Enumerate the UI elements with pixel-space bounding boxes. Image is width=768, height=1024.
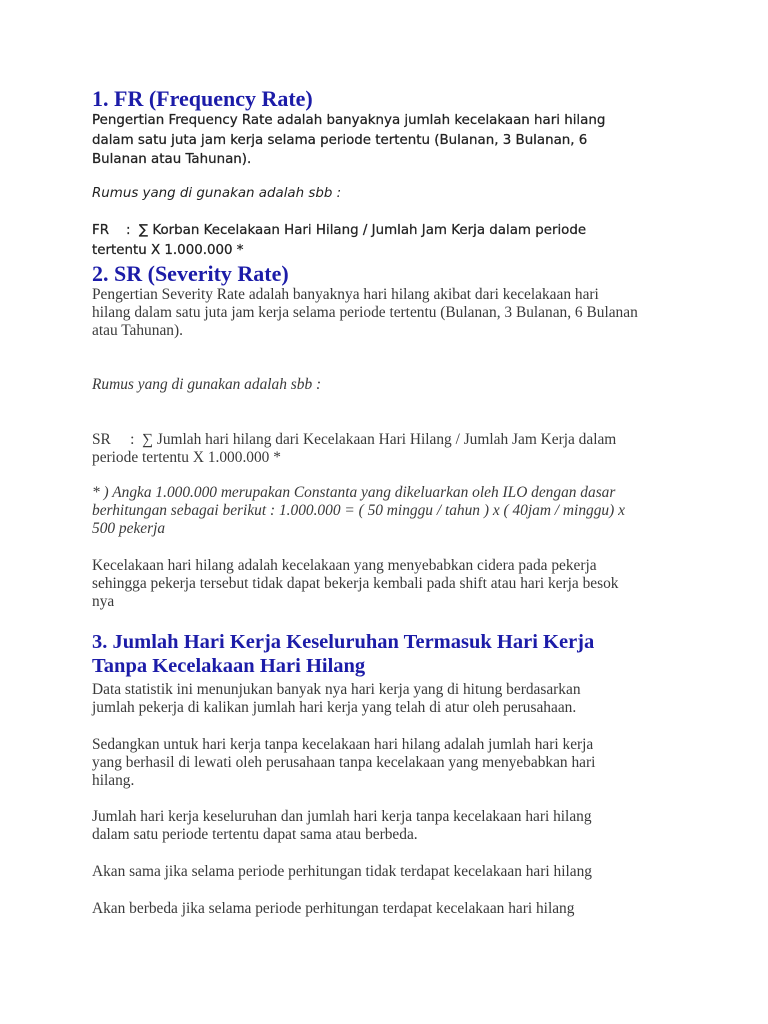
sr-definition: Pengertian Severity Rate adalah banyaknya hari hilang akibat dari kecelakaan hari hilang dalam satu juta jam kerja selama periode tertentu (Bulanan, 3 Bulanan, 6 Bulanan atau Tahunan). bbox=[92, 286, 638, 340]
fr-formula: FR : ∑ Korban Kecelakaan Hari Hilang / Jumlah Jam Kerja dalam periode tertentu X 1.000.000 * bbox=[92, 223, 587, 258]
ilo-constant-note: * ) Angka 1.000.000 merupakan Constanta yang dikeluarkan oleh ILO dengan dasar berhitungan sebagai berikut : 1.000.000 = ( 50 minggu / tahun ) x ( 40jam / minggu) x 500 pekerja bbox=[92, 484, 625, 538]
fr-formula-intro: Rumus yang di gunakan adalah sbb : bbox=[92, 186, 342, 201]
section-3-paragraph-2: Sedangkan untuk hari kerja tanpa kecelakaan hari hilang adalah jumlah hari kerja yang berhasil di lewati oleh perusahaan tanpa kecelakaan yang menyebabkan hari hilang. bbox=[92, 736, 596, 790]
section-3-paragraph-4: Akan sama jika selama periode perhitungan tidak terdapat kecelakaan hari hilang bbox=[92, 863, 592, 880]
section-3-heading: 3. Jumlah Hari Kerja Keseluruhan Termasuk Hari Kerja Tanpa Kecelakaan Hari Hilang bbox=[92, 631, 595, 677]
lost-day-definition: Kecelakaan hari hilang adalah kecelakaan yang menyebabkan cidera pada pekerja sehingga pekerja tersebut tidak dapat bekerja kembali pada shift atau hari kerja besok nya bbox=[92, 557, 619, 611]
sr-formula-intro: Rumus yang di gunakan adalah sbb : bbox=[92, 376, 322, 393]
section-1-heading: 1. FR (Frequency Rate) bbox=[92, 86, 313, 111]
section-3-paragraph-3: Jumlah hari kerja keseluruhan dan jumlah hari kerja tanpa kecelakaan hari hilang dalam satu periode tertentu dapat sama atau berbeda. bbox=[92, 808, 592, 844]
fr-definition: Pengertian Frequency Rate adalah banyaknya jumlah kecelakaan hari hilang dalam satu juta jam kerja selama periode tertentu (Bulanan, 3 Bulanan, 6 Bulanan atau Tahunan). bbox=[92, 113, 606, 167]
sr-formula: SR : ∑ Jumlah hari hilang dari Kecelakaan Hari Hilang / Jumlah Jam Kerja dalam periode tertentu X 1.000.000 * bbox=[92, 431, 617, 467]
section-3-paragraph-1: Data statistik ini menunjukan banyak nya hari kerja yang di hitung berdasarkan jumlah pekerja di kalikan jumlah hari kerja yang telah di atur oleh perusahaan. bbox=[92, 681, 581, 717]
section-2-heading: 2. SR (Severity Rate) bbox=[92, 261, 289, 286]
section-3-paragraph-5: Akan berbeda jika selama periode perhitungan terdapat kecelakaan hari hilang bbox=[92, 900, 575, 917]
